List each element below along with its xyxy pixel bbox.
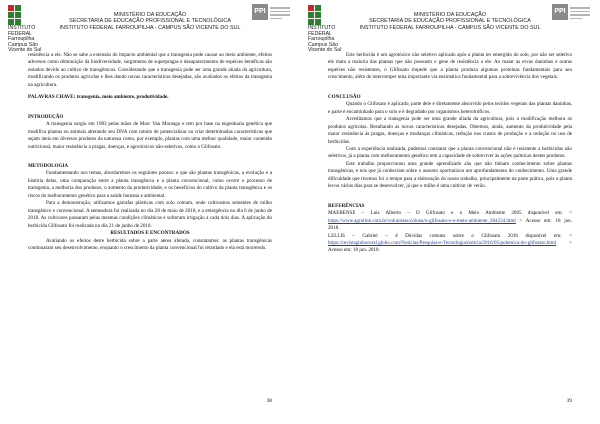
header-text <box>52 12 248 31</box>
header-institute: INSTITUTO FEDERAL FARROUPILHA - CAMPUS SÃO VICENTE DO SUL <box>59 24 241 31</box>
ppi-logo-text: PPI <box>554 8 566 15</box>
page-header <box>308 4 592 54</box>
page-number: 38 <box>266 398 272 404</box>
conclusion-text-4: Este trabalho proporcionou uma grande aprendizado zão que não tínham conhecimento sobre plantas transgênicas, e nos que já conhecíam sobre o assunto oportunizou um aprofundamento do conhecimento. Uma grande dificuldade que tivemos foi o tempo para a elaboração do nosso trabalho, principalmente na parte prática, pois a planta levou vários dias para se desenvolver, já que o milho é uma cultivar de verão. <box>328 160 572 190</box>
conclusion-text-1: Quando o Glifosato é aplicado, parte dele é diretamente absorvido pelos tecidos vegetais das plantas daninhas, e parte é encaminhado para o solo e é degradado por organismos heterotróficos. <box>328 101 572 115</box>
conclusion-text-2: Acreditamos que a transgenia pode ser uma grande aliada da agricultura, pois a modificação melhora os produtos agrícolas. Resultando as novas características desejadas. Obtemos, ainda, aumento da produtividade pela maior resistência às pragas, doenças e mudanças climáticas, redução nos custos de produção e a redução no uso de herbicidas. <box>328 116 572 145</box>
ppi-logo-text: PPI <box>254 8 266 15</box>
methodology-text-1: Fundamentando nos temas, abordaremos os seguintes pontos: o que são plantas transgênicas, a evolução e a história delas, uma comparação entre a planta transgênica e a planta convencional, como ocorre o processo de transgenia, a melhoria dos produtos, o aumento da produtividade, e os benefícios do cultivo da planta transgênica e os riscos do melhoramento genético para a saúde humana e ambiental. <box>28 170 272 199</box>
header-secretariat: SECRETARIA DE EDUCAÇÃO PROFISSIONAL E TECNOLÓGICA <box>369 18 531 25</box>
ppi-logo <box>552 4 592 40</box>
section-heading-introduction: INTRODUÇÃO <box>28 113 64 120</box>
reference-1-link[interactable]: https://www.agrolink.com.br/colunistas/coluna/o-glifosato-e-o-meio-ambiente_384234.html <box>328 217 516 224</box>
header-text <box>352 12 548 31</box>
logo-text: INSTITUTO FEDERAL Farroupilha Campus São Vicente do Sul <box>308 25 342 54</box>
conclusion-text-3: Com a experiência realizada, pudemos constatar que a planta convencional não é resistente a herbicidas não seletivos, já a planta com melhoramento genético tem a capacidade de sobreviver às ações químicas destes produtos. <box>328 145 572 160</box>
header-secretariat: SECRETARIA DE EDUCAÇÃO PROFISSIONAL E TECNOLÓGICA <box>69 18 231 25</box>
header-ministry: MINISTÉRIO DA EDUCAÇÃO <box>413 12 487 18</box>
introduction-text: A transgenia surgiu em 1983 pelas mãos de Marc Van Montagu e tem por base na engenharia genética que modifica plantas ou animais alterando seu DNA com intuito de potencializar ou criar determinadas características que sejam úteis em diversos produtos da natureza como, por exemplo, plantas com uma melhor qualidade, maior conteúdo nutricional, maior resistência a pragas, doenças, e agrotóxicos não-seletivos, como o Glifosato. <box>28 121 272 150</box>
herbicide-text: Este herbicida é um agrotóxico não seletivo aplicado após a planta ter emergido do solo, por não ser seletivo ele mata a maioria das plantas que não possuem o gene de resistência a ele. Ao matar as ervas daninhas e outras espécies não resistentes, o Glifosato impede que a planta produza algumas proteínas fundamentais para seu crescimento, além de interromper uma importante via enzimática fundamental para a sobrevivência dos vegetais. <box>328 52 572 81</box>
section-heading-methodology: METODOLOGIA <box>28 162 69 169</box>
keywords: PALAVRAS CHAVE: transgenia, meio ambiente, produtividade. <box>28 94 169 101</box>
right-page-body <box>328 52 572 255</box>
header-institute: INSTITUTO FEDERAL FARROUPILHA - CAMPUS SÃO VICENTE DO SUL <box>359 24 541 31</box>
reference-2: LELLIS – Gabriel – 4 Dúvidas comuns sobre o Glifosato 2016 disponível em: < https://revistagloborural.globo.com/Noticias/Pesquisa-e-Tecnologia/noticia/2016/05/polemica-do-glifosato.html > Acesso em: 18 jun. 2018. <box>328 232 572 254</box>
abstract-continuation: resistência a ele. Não se sabe a extensão do impacto ambiental que a transgenia pode causar ao meio ambiente, efeitos adversos como diminuição da biodiversidade, surgimento de superpragas e desaparecimento de espécies benéficas são notados devido ao cultivo de transgênicos. Considerando que a transgenia pode ser uma grande aliada da agricultura, modificando os produtos agrícolas e lhes dando novas características desejadas, são avaliados os efeitos da transgenia na agricultura. <box>28 52 272 88</box>
right-page <box>300 0 600 424</box>
section-heading-references: REFERÊNCIAS <box>328 202 365 209</box>
section-heading-results: RESULTADOS E ENCONTRADOS <box>110 230 190 237</box>
section-heading-conclusion: CONCLUSÃO <box>328 93 361 100</box>
header-ministry: MINISTÉRIO DA EDUCAÇÃO <box>113 12 187 18</box>
methodology-text-2: Para a demonstração, utilizamos garrafas plásticas com solo comum, onde cultivamos sementes de milho transgênico e convencional. A semeadura foi realizada no dia 28 de maio de 2018, e a emergência no dia 6 de junho de 2018. As cultivares passaram pelas mesmas condições climáticas e sofreram irrigação a cada dois dias. A aplicação do herbicida Glifosato foi realizada no dia 21 de junho de 2018. <box>28 200 272 229</box>
if-farroupilha-logo <box>308 5 346 54</box>
if-farroupilha-logo <box>8 5 46 54</box>
ppi-logo <box>252 4 292 40</box>
left-page-body <box>28 52 272 252</box>
logo-text: INSTITUTO FEDERAL Farroupilha Campus São Vicente do Sul <box>8 25 42 54</box>
reference-1: MAEBENSE – Luis Alberto – O Glifosato e o Meio Ambiente 2005 disponível em: < https://www.agrolink.com.br/colunistas/coluna/o-glifosato-e-o-meio-ambiente_384234.html > Acesso em: 18 jun. 2018. <box>328 210 572 232</box>
results-text: Avaliando os efeitos deste herbicida sobre a parte aérea afetada, constatamos: as plantas transgênicas continuaram seu desenvolvimento, enquanto o crescimento da planta convencional foi retardado e ela está morrendo. <box>28 237 272 251</box>
page-header <box>8 4 292 54</box>
page-number: 39 <box>566 398 572 404</box>
reference-2-link[interactable]: https://revistagloborural.globo.com/Noticias/Pesquisa-e-Tecnologia/noticia/2016/05/polemica-do-glifosato.html <box>328 239 557 246</box>
